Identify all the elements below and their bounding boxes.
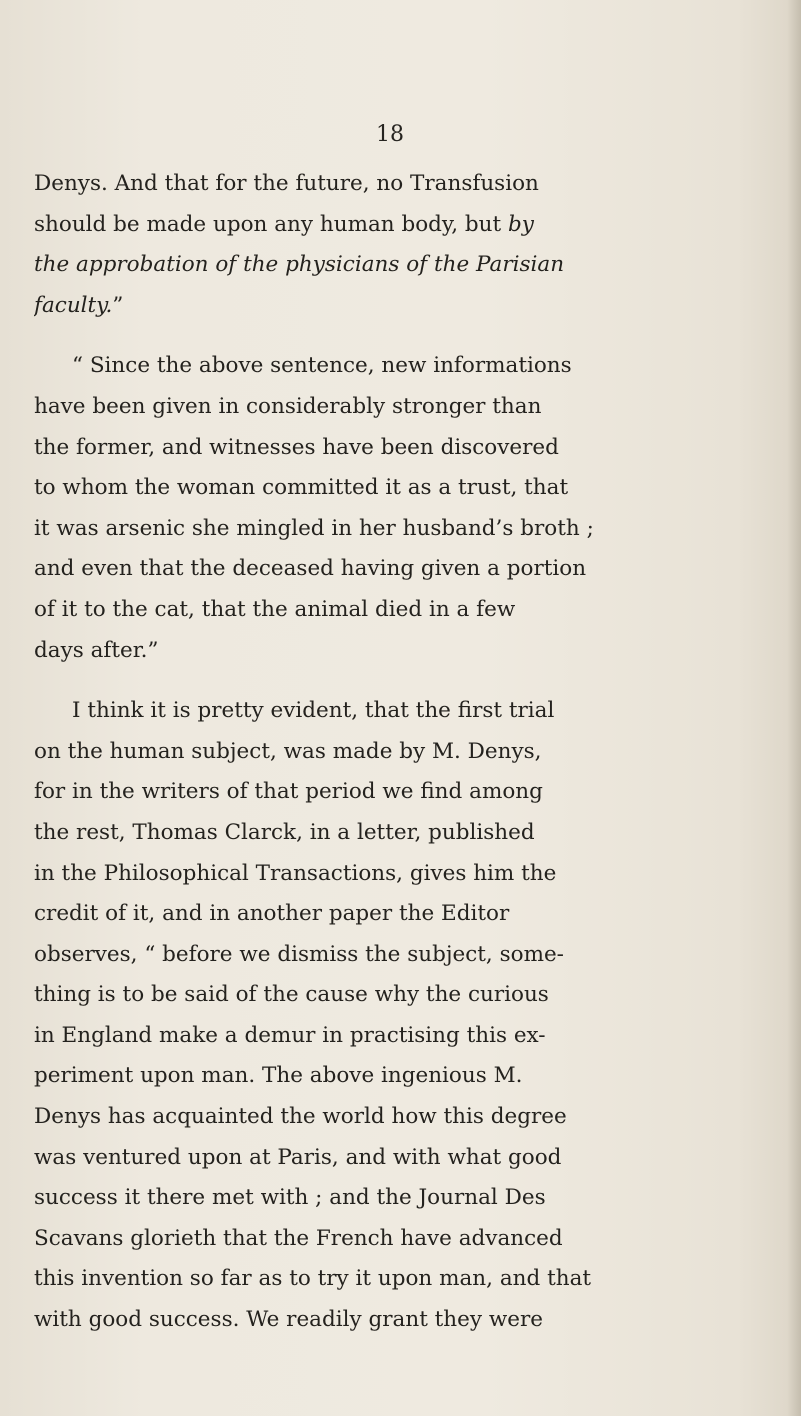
text-run: the former, and witnesses have been discovered — [34, 434, 559, 460]
text-run: in the Philosophical Transactions, gives him the — [34, 860, 557, 886]
text-line — [34, 894, 780, 935]
page-number: 18 — [376, 122, 404, 147]
text-line — [34, 387, 780, 428]
body-text — [34, 164, 780, 1341]
paragraph-3 — [34, 691, 780, 1341]
text-run: credit of it, and in another paper the Editor — [34, 901, 510, 927]
text-run: have been given in considerably stronger than — [34, 393, 542, 419]
text-run: was ventured upon at Paris, and with what good — [34, 1144, 562, 1170]
text-run: observes, “ before we dismiss the subject, some- — [34, 941, 564, 967]
text-run: I think it is pretty evident, that the first trial — [72, 698, 555, 724]
text-line — [34, 164, 780, 205]
text-run: Denys. And that for the future, no Transfusion — [34, 171, 539, 196]
text-line — [34, 732, 780, 773]
text-run: and even that the deceased having given a portion — [34, 556, 587, 582]
text-line — [34, 428, 780, 469]
text-line — [34, 772, 780, 813]
text-run: to whom the woman committed it as a trust, that — [34, 475, 569, 501]
text-line — [34, 509, 780, 550]
text-line — [34, 1259, 780, 1300]
text-run: of it to the cat, that the animal died in a few — [34, 596, 516, 622]
text-run: success it there met with ; and the Journal Des — [34, 1185, 546, 1211]
text-line — [34, 813, 780, 854]
text-line — [34, 1016, 780, 1057]
text-run: with good success. We readily grant they were — [34, 1307, 543, 1333]
italic-text: the approbation of the physicians of the Parisian — [34, 252, 565, 278]
paragraph-gap — [34, 671, 780, 691]
text-line — [34, 1178, 780, 1219]
text-run: Denys has acquainted the world how this degree — [34, 1104, 567, 1130]
text-run: for in the writers of that period we find among — [34, 779, 543, 805]
text-run: ” — [112, 292, 124, 318]
text-line — [34, 1056, 780, 1097]
text-line — [34, 691, 780, 732]
text-line — [34, 631, 780, 672]
text-run: this invention so far as to try it upon man, and that — [34, 1266, 592, 1292]
text-line — [34, 245, 780, 286]
text-line — [34, 854, 780, 895]
paragraph-2 — [34, 346, 780, 671]
text-line — [34, 549, 780, 590]
text-line — [34, 975, 780, 1016]
text-run: “ Since the above sentence, new informations — [72, 353, 572, 379]
italic-text: faculty. — [34, 292, 113, 318]
text-line — [34, 468, 780, 509]
text-line — [34, 935, 780, 976]
paragraph-1 — [34, 164, 780, 326]
italic-text: by — [507, 211, 534, 237]
text-run: in England make a demur in practising this ex- — [34, 1022, 546, 1048]
text-line — [34, 1300, 780, 1341]
text-run: it was arsenic she mingled in her husband’s broth ; — [34, 515, 594, 541]
text-line — [34, 590, 780, 631]
text-run: thing is to be said of the cause why the curious — [34, 982, 549, 1008]
text-line — [34, 205, 780, 246]
text-run: the rest, Thomas Clarck, in a letter, published — [34, 819, 535, 845]
text-line — [34, 1138, 780, 1179]
text-line — [34, 1097, 780, 1138]
text-line — [34, 1219, 780, 1260]
text-run: days after.” — [34, 637, 159, 663]
paragraph-gap — [34, 326, 780, 346]
text-line — [34, 346, 780, 387]
page-gutter-shadow — [787, 0, 801, 1416]
text-line — [34, 286, 780, 327]
text-run: on the human subject, was made by M. Denys, — [34, 738, 542, 764]
text-run: Scavans glorieth that the French have advanced — [34, 1225, 563, 1251]
text-run: should be made upon any human body, but — [34, 211, 508, 237]
text-run: periment upon man. The above ingenious M. — [34, 1063, 523, 1089]
